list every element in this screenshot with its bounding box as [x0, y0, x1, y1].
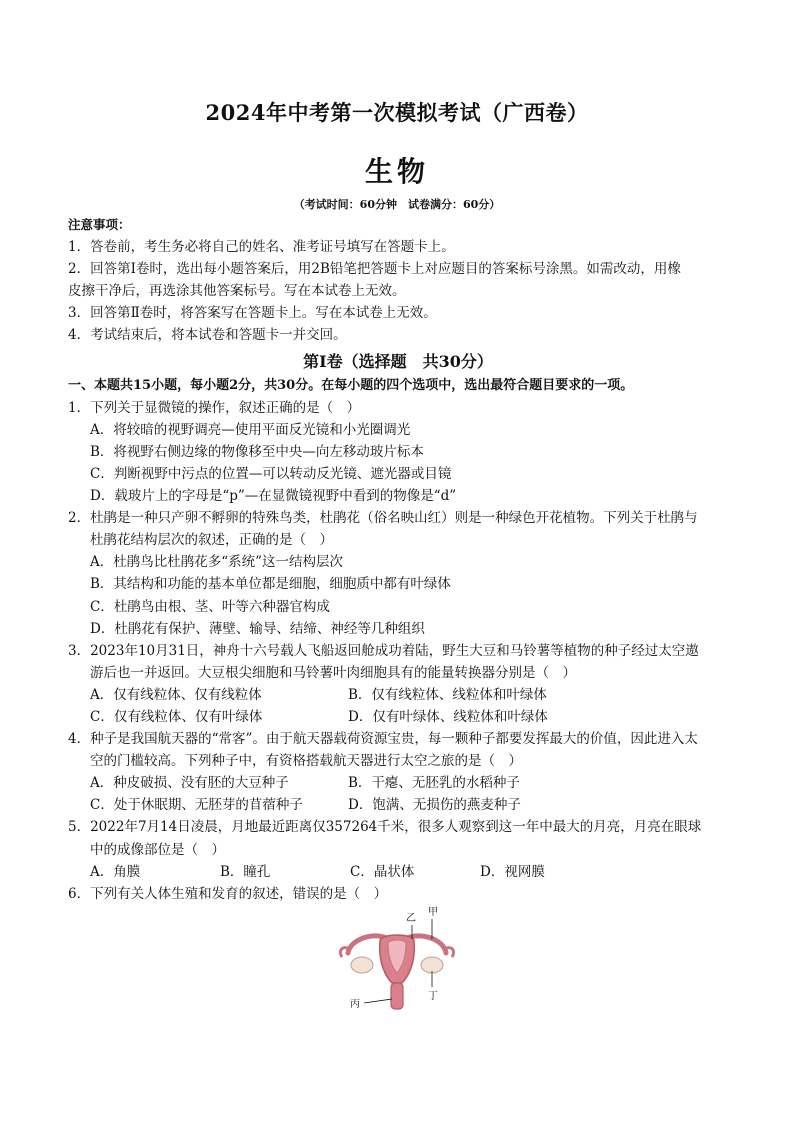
- q4-options-row-1: [68, 772, 728, 794]
- exam-content: [68, 214, 728, 905]
- q1-option-a: A．将较暗的视野调亮—使用平面反光镜和小光圈调光: [90, 421, 411, 438]
- figure-label-bing: 丙: [350, 999, 360, 1010]
- q3-option-a: A．仅有线粒体、仅有线粒体: [90, 686, 262, 703]
- figure-label-yi: 乙: [406, 913, 416, 924]
- q2-option-d: D．杜鹃花有保护、薄壁、输导、结缔、神经等几种组织: [90, 620, 425, 637]
- q3-option-d: D．仅有叶绿体、线粒体和叶绿体: [348, 708, 548, 725]
- q4-options-row-2: [68, 794, 728, 816]
- q2-option-b: B．其结构和功能的基本单位都是细胞，细胞质中都有叶绿体: [90, 576, 451, 593]
- q1-option-c: C．判断视野中污点的位置—可以转动反光镜、遮光器或目镜: [90, 465, 452, 482]
- q5-option-d: D．视网膜: [480, 863, 545, 880]
- q4-option-b: B．干瘪、无胚乳的水稻种子: [348, 775, 520, 792]
- q3-options-row-2: [68, 706, 728, 728]
- q2-option-c: C．杜鹃鸟由根、茎、叶等六种器官构成: [90, 598, 330, 615]
- q4-stem-cont: 空的门槛较高。下列种子中，有资格搭载航天器进行太空之旅的是（ ）: [90, 753, 522, 770]
- q3-option-c: C．仅有线粒体、仅有叶绿体: [90, 708, 263, 725]
- q5-stem: 5．2022年7月14日凌晨，月地最近距离仅357264千米，很多人观察到这一年中最大的月亮，月亮在眼球: [68, 819, 702, 836]
- q6-stem: 6．下列有关人体生殖和发育的叙述，错误的是（ ）: [68, 885, 388, 902]
- q4-option-a: A．种皮破损、没有胚的大豆种子: [90, 775, 289, 792]
- q1-stem: 1．下列关于显微镜的操作，叙述正确的是（ ）: [68, 399, 361, 416]
- subject-title: 生物: [364, 155, 429, 188]
- notice-item-2-cont: 皮擦干净后，再选涂其他答案标号。写在本试卷上无效。: [68, 283, 406, 300]
- q5-options-row: [68, 861, 728, 883]
- q5-option-c: C．晶状体: [350, 863, 415, 880]
- q4-option-d: D．饱满、无损伤的燕麦种子: [348, 797, 521, 814]
- q4-stem: 4．种子是我国航天器的“常客”。由于航天器载荷资源宝贵，每一颗种子都要发挥最大的价值，因此进入太: [68, 731, 698, 748]
- notice-item-2: 2．回答第Ⅰ卷时，选出每小题答案后，用2B铅笔把答题卡上对应题目的答案标号涂黑。如需改动，用橡: [68, 261, 681, 278]
- q4-option-c: C．处于休眠期、无胚芽的苜蓿种子: [90, 797, 303, 814]
- figure-label-jia: 甲: [428, 907, 438, 918]
- exam-title: 2024年中考第一次模拟考试（广西卷）: [205, 100, 589, 125]
- q3-stem-cont: 游后也一并返回。大豆根尖细胞和马铃薯叶肉细胞具有的能量转换器分别是（ ）: [90, 664, 576, 681]
- exam-meta: （考试时间：60分钟 试卷满分：60分）: [293, 198, 501, 211]
- q5-stem-cont: 中的成像部位是（ ）: [90, 841, 225, 858]
- q2-stem-cont: 杜鹃花结构层次的叙述，正确的是（ ）: [90, 532, 333, 549]
- q5-option-a: A．角膜: [90, 863, 141, 880]
- q2-stem: 2．杜鹃是一种只产卵不孵卵的特殊鸟类，杜鹃花（俗名映山红）则是一种绿色开花植物。下列关于杜鹃与: [68, 510, 698, 527]
- q2-option-a: A．杜鹃鸟比杜鹃花多“系统”这一结构层次: [90, 554, 344, 571]
- q1-option-b: B．将视野右侧边缘的物像移至中央—向左移动玻片标本: [90, 443, 424, 460]
- female-reproductive-diagram: [328, 903, 466, 1013]
- figure-label-ding: 丁: [428, 991, 438, 1002]
- q1-option-d: D．载玻片上的字母是“p”—在显微镜视野中看到的物像是“d”: [90, 488, 457, 505]
- q5-option-b: B．瞳孔: [220, 863, 271, 880]
- notice-item-3: 3．回答第Ⅱ卷时，将答案写在答题卡上。写在本试卷上无效。: [68, 305, 437, 322]
- notice-item-4: 4．考试结束后，将本试卷和答题卡一并交回。: [68, 327, 347, 344]
- q3-stem: 3．2023年10月31日，神舟十六号载人飞船返回舱成功着陆，野生大豆和马铃薯等植物的种子经过太空遨: [68, 642, 699, 659]
- section-instruction: 一、本题共15小题，每小题2分，共30分。在每小题的四个选项中，选出最符合题目要求的一项。: [68, 377, 634, 393]
- q3-options-row-1: [68, 684, 728, 706]
- notice-item-1: 1．答卷前，考生务必将自己的姓名、准考证号填写在答题卡上。: [68, 239, 455, 256]
- section-title: 第Ⅰ卷（选择题 共30分）: [303, 351, 493, 371]
- notice-heading: 注意事项：: [68, 217, 131, 232]
- q3-option-b: B．仅有线粒体、线粒体和叶绿体: [348, 686, 547, 703]
